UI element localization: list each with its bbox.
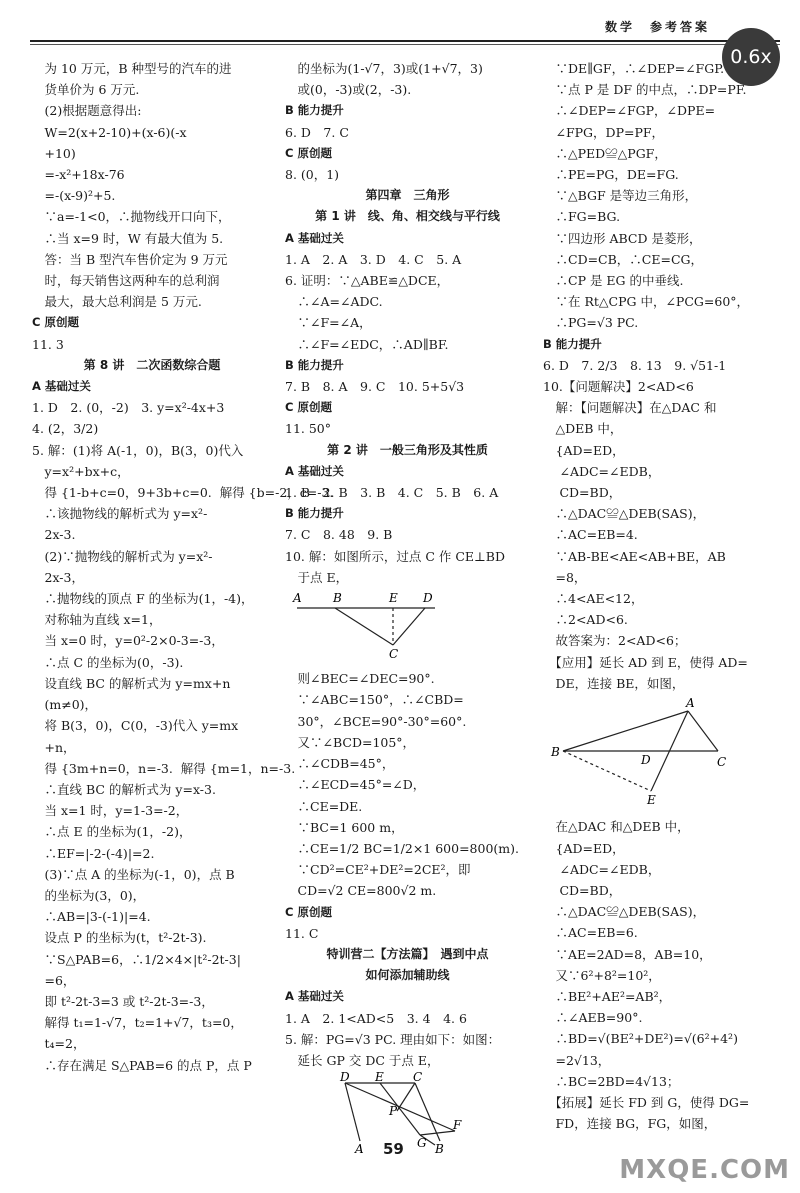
fig3-label: E: [647, 793, 656, 808]
fig2-label: C: [413, 1070, 423, 1085]
fig2-label: D: [340, 1070, 350, 1085]
answer-line: ∵DE∥GF，∴∠DEP=∠FGP.: [543, 61, 725, 76]
answer-line: FD，连接 BG，FG，如图，: [543, 1116, 717, 1132]
answer-line: 则∠BEC=∠DEC=90°.: [285, 671, 435, 687]
answer-line: ∴∠F=∠EDC，∴AD∥BF.: [285, 336, 449, 352]
answer-line: ∵在 Rt△CPG 中，∠PCG=60°，: [543, 294, 750, 310]
answer-line: 5. 解：(1)将 A(-1，0)，B(3，0)代入: [32, 442, 244, 458]
answer-line: 的坐标为(3，0)，: [32, 887, 146, 903]
answer-line: 在△DAC 和△DEB 中，: [543, 819, 690, 835]
answer-line: ∴∠DEP=∠FGP，∠DPE=: [543, 103, 716, 119]
fig1-label: C: [389, 647, 399, 662]
answer-line: ∴EF=|-2-(-4)|=2.: [32, 845, 155, 861]
answer-line: 将 B(3，0)，C(0，-3)代入 y=mx: [32, 718, 239, 734]
answer-line: 于点 E，: [285, 569, 349, 585]
fig3-svg: [543, 696, 727, 808]
answer-line: 设点 P 的坐标为(t，t²-2t-3).: [32, 930, 207, 946]
answer-line: 6. D 7. 2/3 8. 13 9. √51-1: [543, 357, 727, 373]
section-heading: A 基础过关: [285, 463, 344, 478]
answer-line: ∵CD²=CE²+DE²=2CE²，即: [285, 862, 471, 878]
answer-line: 10. 解：如图所示，过点 C 作 CE⊥BD: [285, 548, 505, 564]
answer-line: ∴FG=BG.: [543, 209, 621, 225]
fig1-svg: [285, 590, 445, 660]
fig2-label: G: [417, 1136, 427, 1151]
fig2-label: E: [375, 1070, 384, 1085]
fig3-label: A: [686, 696, 695, 711]
answer-line: ∠ADC=∠EDB，: [543, 861, 661, 877]
answer-line: ∴∠CDB=45°，: [285, 756, 395, 772]
line-cd: [393, 608, 425, 645]
answer-line: =2√13，: [543, 1052, 611, 1068]
section-heading: C 原创题: [285, 904, 332, 919]
site-watermark: MXQE.COM: [619, 1155, 790, 1185]
answer-line: ∴CP 是 EG 的中垂线.: [543, 273, 684, 289]
section-heading: B 能力提升: [285, 103, 344, 118]
answer-line: 11. C: [285, 925, 319, 941]
answer-line: 货单价为 6 万元.: [32, 82, 140, 98]
answer-line: 【应用】延长 AD 到 E，使得 AD=: [543, 654, 748, 670]
lesson-title: 第 8 讲 二次函数综合题: [83, 357, 221, 372]
answer-line: ∴△PED≌△PGF，: [543, 145, 667, 161]
page-header: [30, 12, 780, 42]
geometry-figure: [285, 1070, 530, 1163]
answer-line: CD=BD，: [543, 882, 622, 898]
answer-line: =-(x-9)²+5.: [32, 188, 116, 204]
lesson-title: 第 2 讲 一般三角形及其性质: [327, 442, 488, 457]
answer-line: ∠ADC=∠EDB，: [543, 463, 661, 479]
answer-line: 最大，最大总利润是 5 万元.: [32, 294, 202, 310]
section-heading: A 基础过关: [285, 989, 344, 1004]
answer-line: DE，连接 BE，如图，: [543, 675, 685, 691]
answer-line: W=2(x+2-10)+(x-6)(-x: [32, 124, 187, 140]
header-rule: [30, 40, 780, 42]
answer-line: 延长 GP 交 DC 于点 E，: [285, 1052, 440, 1068]
answer-line: △DEB 中，: [543, 421, 623, 437]
fig2-svg: [285, 1070, 462, 1157]
answer-line: {AD=ED，: [543, 442, 625, 458]
fig1-label: A: [293, 591, 302, 606]
answer-line: ∵BC=1 600 m，: [285, 819, 404, 835]
answer-line: (2)根据题意得出:: [32, 103, 142, 119]
answer-line: 1. B 2. B 3. B 4. C 5. B 6. A: [285, 485, 499, 501]
answer-line: (2)∵抛物线的解析式为 y=x²-: [32, 548, 213, 564]
answer-line: 6. 证明：∵△ABE≌△DCE，: [285, 273, 450, 289]
answer-line: 1. D 2. (0，-2) 3. y=x²-4x+3: [32, 400, 225, 416]
answer-line: (m≠0)，: [32, 697, 98, 713]
answer-line: ∵点 P 是 DF 的中点，∴DP=PF.: [543, 82, 747, 98]
geometry-figure: [543, 696, 778, 814]
answer-line: ∴抛物线的顶点 F 的坐标为(1，-4)，: [32, 591, 254, 607]
page-number: 59: [383, 1140, 404, 1158]
answer-line: ∴AC=EB=4.: [543, 527, 638, 543]
fig2-label: A: [355, 1142, 364, 1157]
answer-line: 又∵∠BCD=105°，: [285, 734, 416, 750]
answer-line: 为 10 万元，B 种型号的汽车的进: [32, 61, 232, 76]
answer-line: CD=√2 CE=800√2 m.: [285, 883, 437, 899]
answer-line: 2x-3.: [32, 527, 76, 543]
playback-speed-badge[interactable]: 0.6x: [722, 28, 780, 86]
answer-line: 解：【问题解决】在△DAC 和: [543, 400, 717, 416]
answer-line: 10.【问题解决】2<AD<6: [543, 379, 694, 395]
answer-line: ∵∠ABC=150°，∴∠CBD=: [285, 692, 464, 708]
answer-line: ∵△BGF 是等边三角形，: [543, 188, 698, 204]
answer-line: ∴CE=DE.: [285, 798, 363, 814]
answer-line: (3)∵点 A 的坐标为(-1，0)，点 B: [32, 866, 235, 882]
answer-line: ∴BD=√(BE²+DE²)=√(6²+4²): [543, 1031, 738, 1047]
answer-line: ∴PG=√3 PC.: [543, 315, 639, 331]
lesson-title: 第四章 三角形: [365, 188, 450, 203]
section-heading: B 能力提升: [285, 506, 344, 521]
answer-line: 得 {3m+n=0，n=-3. 解得 {m=1，n=-3.: [32, 760, 296, 776]
column-right: [543, 58, 778, 1134]
answer-line: +10): [32, 145, 76, 161]
answer-line: 的坐标为(1-√7，3)或(1+√7，3): [285, 61, 483, 76]
line-ac: [688, 711, 718, 751]
section-heading: A 基础过关: [285, 230, 344, 245]
fig3-label: D: [641, 753, 651, 768]
line-ba: [563, 711, 688, 751]
line-be: [563, 751, 651, 791]
answer-line: 5. 解：PG=√3 PC. 理由如下：如图：: [285, 1031, 501, 1047]
fig2-label: B: [435, 1142, 444, 1157]
answer-line: ∴AB=|3-(-1)|=4.: [32, 909, 151, 925]
answer-line: 即 t²-2t-3=3 或 t²-2t-3=-3，: [32, 993, 214, 1009]
lesson-title: 第 1 讲 线、角、相交线与平行线: [315, 209, 500, 224]
fig3-label: B: [551, 745, 560, 760]
answer-line: ∴2<AD<6.: [543, 612, 628, 628]
answer-line: ∴点 E 的坐标为(1，-2)，: [32, 824, 192, 840]
answer-line: 得 {1-b+c=0，9+3b+c=0. 解得 {b=-2，c=-3.: [32, 485, 334, 501]
lesson-title: 特训营二【方法篇】 遇到中点: [326, 946, 489, 961]
answer-line: ∴BC=2BD=4√13；: [543, 1073, 680, 1089]
answer-line: ∴PE=PG，DE=FG.: [543, 167, 679, 183]
answer-line: ∵AB-BE<AE<AB+BE，AB: [543, 548, 726, 564]
answer-line: =8，: [543, 569, 587, 585]
answer-line: 又∵6²+8²=10²，: [543, 967, 661, 983]
answer-line: ∴存在满足 S△PAB=6 的点 P，点 P: [32, 1057, 252, 1073]
answer-line: 11. 3: [32, 336, 64, 352]
answer-line: ∴∠AEB=90°.: [543, 1010, 643, 1026]
answer-line: ∴△DAC≌△DEB(SAS)，: [543, 904, 706, 920]
answer-line: ∵S△PAB=6，∴1/2×4×|t²-2t-3|: [32, 951, 241, 967]
answer-line: ∵四边形 ABCD 是菱形，: [543, 230, 702, 246]
answer-line: =-x²+18x-76: [32, 167, 125, 183]
line-cp: [397, 1083, 415, 1111]
answer-line: ∴4<AE<12，: [543, 591, 644, 607]
answer-line: {AD=ED，: [543, 840, 625, 856]
answer-line: ∴BE²+AE²=AB²，: [543, 988, 672, 1004]
answer-line: 对称轴为直线 x=1，: [32, 612, 162, 628]
answer-line: y=x²+bx+c，: [32, 463, 130, 479]
answer-line: 或(0，-3)或(2，-3).: [285, 82, 412, 98]
answer-line: 8. (0，1): [285, 167, 340, 183]
fig1-label: D: [423, 591, 433, 606]
answer-line: ∴该抛物线的解析式为 y=x²-: [32, 506, 208, 522]
answer-line: 6. D 7. C: [285, 124, 349, 140]
answer-line: 解得 t₁=1-√7，t₂=1+√7，t₃=0，: [32, 1015, 243, 1031]
answer-line: 1. A 2. A 3. D 4. C 5. A: [285, 251, 462, 267]
section-heading: B 能力提升: [543, 336, 602, 351]
answer-line: 当 x=1 时，y=1-3=-2，: [32, 803, 189, 819]
answer-line: 答：当 B 型汽车售价定为 9 万元: [32, 251, 228, 267]
answer-line: ∴CD=CB，∴CE=CG，: [543, 251, 704, 267]
section-heading: C 原创题: [285, 400, 332, 415]
line-da: [345, 1083, 360, 1141]
fig1-label: E: [389, 591, 398, 606]
answer-line: ∴AC=EB=6.: [543, 925, 638, 941]
answer-line: 1. A 2. 1<AD<5 3. 4 4. 6: [285, 1010, 467, 1026]
answer-line: 4. (2，3/2): [32, 421, 99, 437]
answer-line: ∴点 C 的坐标为(0，-3).: [32, 654, 184, 670]
answer-line: 2x-3，: [32, 569, 84, 585]
line-cb: [415, 1083, 440, 1141]
section-heading: C 原创题: [32, 315, 79, 330]
answer-line: 设直线 BC 的解析式为 y=mx+n: [32, 675, 231, 691]
answer-line: ∴∠ECD=45°=∠D，: [285, 777, 426, 793]
answer-line: 30°，∠BCE=90°-30°=60°.: [285, 713, 467, 729]
answer-line: ∵AE=2AD=8，AB=10，: [543, 946, 712, 962]
answer-line: 【拓展】延长 FD 到 G，使得 DG=: [543, 1094, 750, 1110]
section-heading: B 能力提升: [285, 357, 344, 372]
answer-line: CD=BD，: [543, 485, 622, 501]
section-heading: A 基础过关: [32, 379, 91, 394]
geometry-figure: [285, 590, 530, 666]
answer-line: ∴CE=1/2 BC=1/2×1 600=800(m).: [285, 840, 519, 856]
answer-line: ∴直线 BC 的解析式为 y=x-3.: [32, 781, 216, 797]
answer-line: t₄=2，: [32, 1036, 86, 1052]
answer-line: ∴∠A=∠ADC.: [285, 294, 383, 310]
answer-line: +n，: [32, 739, 76, 755]
fig2-label: F: [453, 1118, 462, 1133]
answer-line: 11. 50°: [285, 421, 332, 437]
answer-line: ∠FPG，DP=PF，: [543, 124, 665, 140]
answer-line: ∴△DAC≌△DEB(SAS)，: [543, 506, 706, 522]
column-middle: [285, 58, 530, 1165]
answer-line: ∵a=-1<0，∴抛物线开口向下，: [32, 209, 231, 225]
fig3-label: C: [717, 755, 727, 770]
answer-line: ∵∠F=∠A，: [285, 315, 372, 331]
header-text: 数学 参考答案: [604, 20, 710, 34]
line-eg: [380, 1083, 420, 1135]
answer-line: 当 x=0 时，y=0²-2×0-3=-3，: [32, 633, 224, 649]
section-heading: C 原创题: [285, 145, 332, 160]
fig1-label: B: [333, 591, 342, 606]
answer-line: 7. B 8. A 9. C 10. 5+5√3: [285, 379, 465, 395]
lesson-title: 如何添加辅助线: [365, 968, 450, 983]
fig2-label: P: [389, 1104, 398, 1119]
header-rule-thin: [30, 44, 780, 45]
answer-line: =6，: [32, 972, 76, 988]
answer-line: ∴当 x=9 时，W 有最大值为 5.: [32, 230, 224, 246]
answer-line: 故答案为：2<AD<6；: [543, 633, 687, 649]
answer-line: 时，每天销售这两种车的总利润: [32, 273, 220, 289]
answer-line: 7. C 8. 48 9. B: [285, 527, 393, 543]
line-bc: [335, 608, 393, 645]
